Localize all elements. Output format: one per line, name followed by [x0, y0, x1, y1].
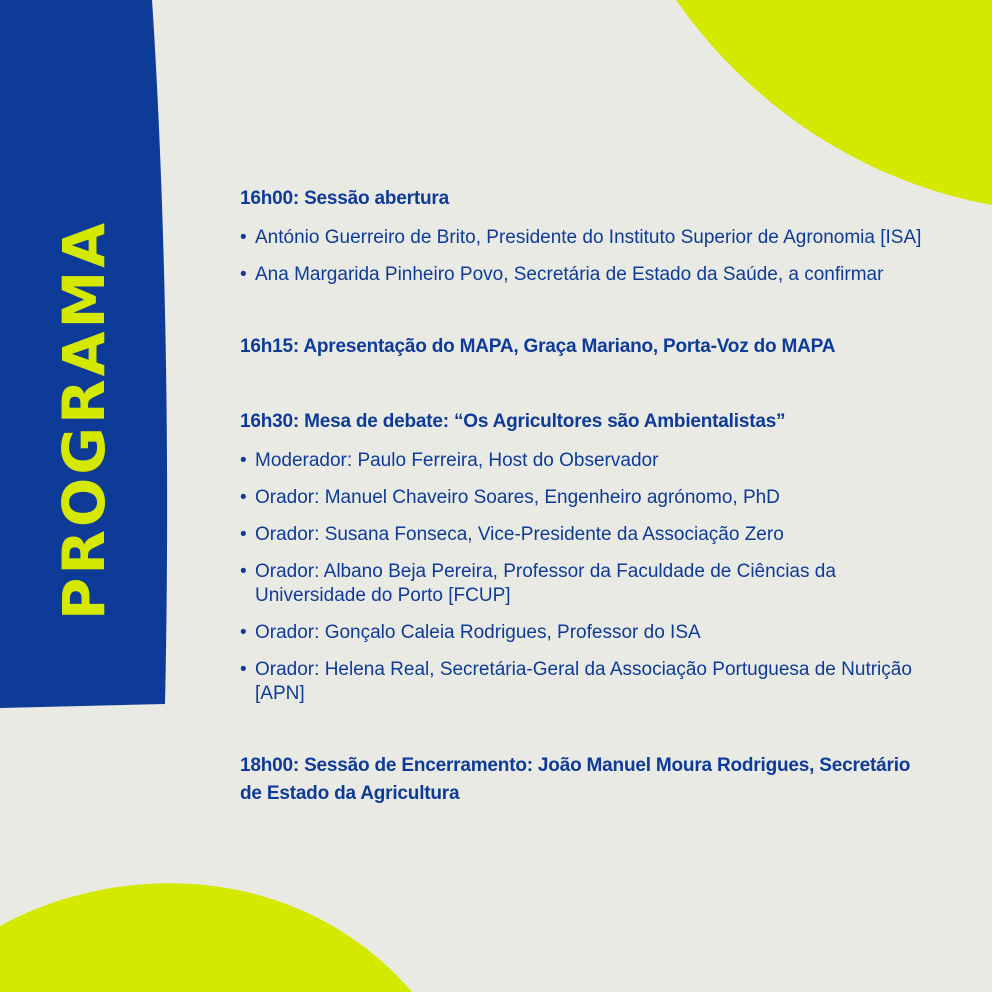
programa-title: PROGRAMA: [50, 219, 118, 621]
list-item-text: Orador: Albano Beja Pereira, Professor da Faculdade de Ciências da Universidade do Porto [FCUP]: [255, 561, 836, 606]
section-presentation: [240, 334, 930, 360]
list-item-text: Orador: Susana Fonseca, Vice-Presidente da Associação Zero: [255, 524, 784, 545]
section-heading: 16h30: Mesa de debate: “Os Agricultores são Ambientalistas”: [240, 411, 786, 432]
section-heading: 18h00: Sessão de Encerramento: João Manuel Moura Rodrigues, Secretário de Estado da Agricultura: [240, 755, 911, 804]
list-item-text: António Guerreiro de Brito, Presidente do Instituto Superior de Agronomia [ISA]: [255, 227, 922, 248]
list-item: [240, 449, 930, 473]
bullet-icon: •: [240, 264, 247, 285]
bullet-icon: •: [240, 561, 247, 582]
bullet-icon: •: [240, 524, 247, 545]
bullet-icon: •: [240, 227, 247, 248]
list-item: [240, 486, 930, 510]
bullet-icon: •: [240, 487, 247, 508]
list-item: [240, 621, 930, 645]
section-opening: [240, 186, 930, 287]
section-debate: [240, 409, 930, 706]
lime-bottom-left-blob: [0, 883, 412, 992]
list-item-text: Moderador: Paulo Ferreira, Host do Observador: [255, 450, 659, 471]
list-item-text: Orador: Helena Real, Secretária-Geral da Associação Portuguesa de Nutrição [APN]: [255, 659, 912, 704]
section-heading: 16h00: Sessão abertura: [240, 188, 449, 209]
section-closing: [240, 752, 930, 808]
speaker-list: [240, 226, 930, 287]
list-item: [240, 560, 930, 608]
list-item: [240, 263, 930, 287]
lime-top-right-blob: [676, 0, 992, 205]
list-item: [240, 523, 930, 547]
section-heading: 16h15: Apresentação do MAPA, Graça Mariano, Porta-Voz do MAPA: [240, 336, 836, 357]
list-item: [240, 658, 930, 706]
list-item-text: Ana Margarida Pinheiro Povo, Secretária de Estado da Saúde, a confirmar: [255, 264, 884, 285]
speaker-list: [240, 449, 930, 706]
list-item-text: Orador: Manuel Chaveiro Soares, Engenheiro agrónomo, PhD: [255, 487, 780, 508]
bullet-icon: •: [240, 659, 247, 680]
bullet-icon: •: [240, 450, 247, 471]
program-schedule: [240, 186, 930, 822]
list-item-text: Orador: Gonçalo Caleia Rodrigues, Professor do ISA: [255, 622, 701, 643]
bullet-icon: •: [240, 622, 247, 643]
list-item: [240, 226, 930, 250]
